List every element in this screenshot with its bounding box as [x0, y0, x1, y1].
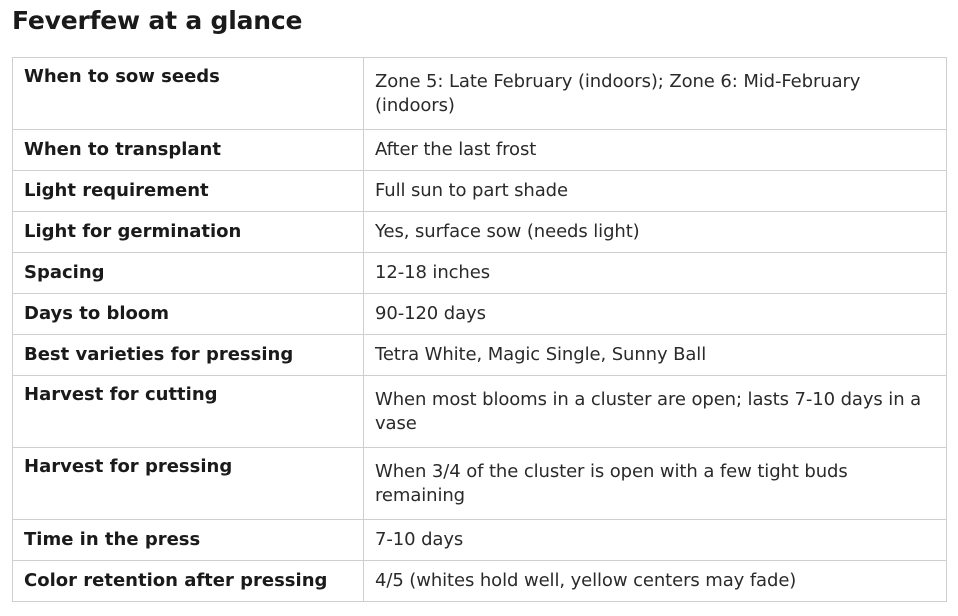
table-row	[13, 171, 947, 212]
table-row	[13, 253, 947, 294]
table-row	[13, 335, 947, 376]
row-value: After the last frost	[364, 130, 947, 171]
row-value: 4/5 (whites hold well, yellow centers may fade)	[364, 561, 947, 602]
table-row	[13, 376, 947, 448]
row-value: 12-18 inches	[364, 253, 947, 294]
row-value: Tetra White, Magic Single, Sunny Ball	[364, 335, 947, 376]
row-value: Full sun to part shade	[364, 171, 947, 212]
row-label: Light requirement	[13, 171, 364, 212]
table-row	[13, 448, 947, 520]
table-row	[13, 520, 947, 561]
table-row	[13, 561, 947, 602]
row-value: 90-120 days	[364, 294, 947, 335]
row-label: Harvest for cutting	[13, 376, 364, 448]
row-label: Harvest for pressing	[13, 448, 364, 520]
row-label: Spacing	[13, 253, 364, 294]
page-title: Feverfew at a glance	[12, 6, 303, 35]
table-row	[13, 130, 947, 171]
row-label: When to sow seeds	[13, 58, 364, 130]
row-label: When to transplant	[13, 130, 364, 171]
row-value: Zone 5: Late February (indoors); Zone 6: Mid-February (indoors)	[364, 58, 947, 130]
row-value: When 3/4 of the cluster is open with a few tight buds remaining	[364, 448, 947, 520]
table-row	[13, 294, 947, 335]
row-label: Light for germination	[13, 212, 364, 253]
row-label: Days to bloom	[13, 294, 364, 335]
row-value: Yes, surface sow (needs light)	[364, 212, 947, 253]
table-row	[13, 58, 947, 130]
row-value: 7-10 days	[364, 520, 947, 561]
row-value: When most blooms in a cluster are open; lasts 7-10 days in a vase	[364, 376, 947, 448]
row-label: Color retention after pressing	[13, 561, 364, 602]
table-row	[13, 212, 947, 253]
row-label: Time in the press	[13, 520, 364, 561]
info-table	[12, 57, 947, 602]
row-label: Best varieties for pressing	[13, 335, 364, 376]
